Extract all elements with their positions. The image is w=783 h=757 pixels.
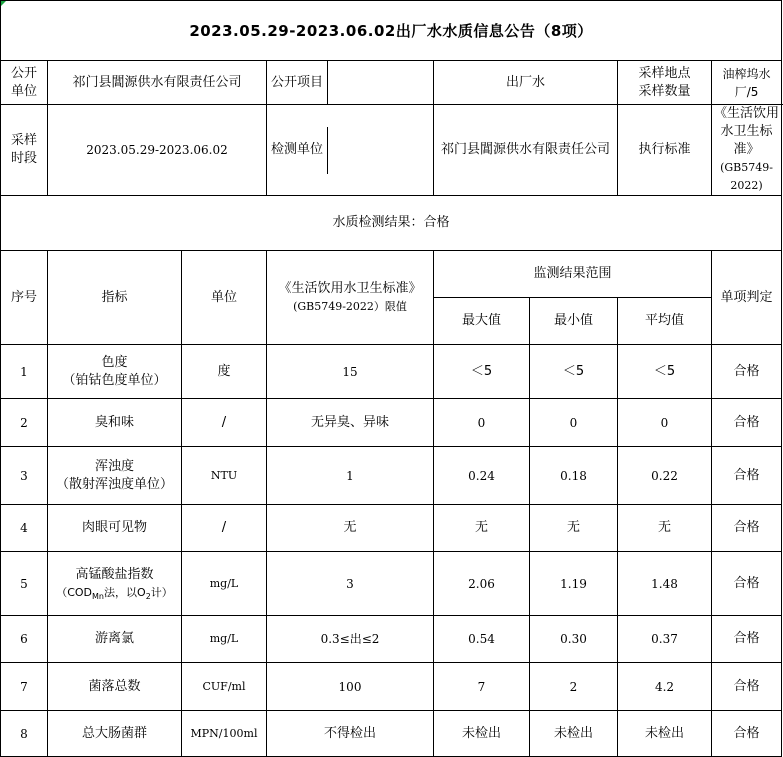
sample-label: 采样地点 采样数量 xyxy=(618,61,712,105)
row-unit: / xyxy=(182,505,267,552)
header-indicator: 指标 xyxy=(48,251,182,345)
publish-item-cell xyxy=(267,61,434,105)
table-row xyxy=(1,447,782,505)
header-judge: 单项判定 xyxy=(712,251,782,345)
row-indicator: 总大肠菌群 xyxy=(48,711,182,757)
page-title: 2023.05.29-2023.06.02出厂水水质信息公告（8项） xyxy=(1,1,782,61)
row-unit: NTU xyxy=(182,447,267,505)
table-row xyxy=(1,505,782,552)
row-avg: 1.48 xyxy=(618,552,712,616)
row-avg: 4.2 xyxy=(618,663,712,711)
row-avg: 0 xyxy=(618,399,712,447)
row-judge: 合格 xyxy=(712,711,782,757)
row-indicator: 色度 （铂钴色度单位） xyxy=(48,345,182,399)
standard-value: 《生活饮用水卫生标准》 (GB5749-2022) xyxy=(712,105,782,196)
header-avg: 平均值 xyxy=(618,298,712,345)
row-avg: 0.37 xyxy=(618,616,712,663)
row-unit: mg/L xyxy=(182,552,267,616)
row-limit: 无异臭、异味 xyxy=(267,399,434,447)
publish-unit-label: 公开 单位 xyxy=(1,61,48,105)
row-min: ＜5 xyxy=(530,345,618,399)
row-no: 3 xyxy=(1,447,48,505)
cod-note: （$COD_{Mn}$法，以$O_2$计） xyxy=(56,585,173,601)
row-no: 2 xyxy=(1,399,48,447)
table-row xyxy=(1,552,782,616)
row-max: 0 xyxy=(434,399,530,447)
row-avg: 0.22 xyxy=(618,447,712,505)
row-no: 1 xyxy=(1,345,48,399)
result-line: 水质检测结果：合格 xyxy=(1,196,782,251)
row-min: 0.30 xyxy=(530,616,618,663)
row-unit: 度 xyxy=(182,345,267,399)
row-limit: 无 xyxy=(267,505,434,552)
row-no: 6 xyxy=(1,616,48,663)
table-row xyxy=(1,711,782,757)
header-max: 最大值 xyxy=(434,298,530,345)
row-avg: 无 xyxy=(618,505,712,552)
period-value: 2023.05.29-2023.06.02 xyxy=(48,105,267,196)
table-row xyxy=(1,345,782,399)
row-max: 7 xyxy=(434,663,530,711)
row-max: ＜5 xyxy=(434,345,530,399)
row-min: 未检出 xyxy=(530,711,618,757)
row-unit: mg/L xyxy=(182,616,267,663)
row-indicator: 臭和味 xyxy=(48,399,182,447)
row-avg: ＜5 xyxy=(618,345,712,399)
table-row xyxy=(1,616,782,663)
row-indicator: 高锰酸盐指数 （$COD_{Mn}$法，以$O_2$计） xyxy=(48,552,182,616)
row-indicator: 游离氯 xyxy=(48,616,182,663)
row-no: 4 xyxy=(1,505,48,552)
publish-item-label: 公开项目 xyxy=(267,61,328,104)
row-judge: 合格 xyxy=(712,447,782,505)
table-row xyxy=(1,399,782,447)
row-unit: CUF/ml xyxy=(182,663,267,711)
row-judge: 合格 xyxy=(712,505,782,552)
row-max: 0.24 xyxy=(434,447,530,505)
header-limit: 《生活饮用水卫生标准》 (GB5749-2022）限值 xyxy=(267,251,434,345)
row-min: 无 xyxy=(530,505,618,552)
row-no: 5 xyxy=(1,552,48,616)
table-row xyxy=(1,663,782,711)
period-label: 采样 时段 xyxy=(1,105,48,196)
row-min: 1.19 xyxy=(530,552,618,616)
sample-value: 油榨坞水厂/5 xyxy=(712,61,782,105)
test-unit-label: 检测单位 xyxy=(267,127,328,174)
row-indicator: 肉眼可见物 xyxy=(48,505,182,552)
row-limit: 不得检出 xyxy=(267,711,434,757)
row-judge: 合格 xyxy=(712,345,782,399)
row-max: 未检出 xyxy=(434,711,530,757)
row-min: 0 xyxy=(530,399,618,447)
header-min: 最小值 xyxy=(530,298,618,345)
row-max: 无 xyxy=(434,505,530,552)
header-unit: 单位 xyxy=(182,251,267,345)
row-judge: 合格 xyxy=(712,616,782,663)
row-judge: 合格 xyxy=(712,552,782,616)
row-indicator: 菌落总数 xyxy=(48,663,182,711)
test-unit-value: 祁门县閶源供水有限责任公司 xyxy=(434,105,618,196)
row-limit: 3 xyxy=(267,552,434,616)
row-limit: 100 xyxy=(267,663,434,711)
row-min: 0.18 xyxy=(530,447,618,505)
row-min: 2 xyxy=(530,663,618,711)
publish-unit-value: 祁门县閶源供水有限责任公司 xyxy=(48,61,267,105)
header-no: 序号 xyxy=(1,251,48,345)
row-avg: 未检出 xyxy=(618,711,712,757)
row-max: 2.06 xyxy=(434,552,530,616)
standard-label: 执行标准 xyxy=(618,105,712,196)
row-judge: 合格 xyxy=(712,663,782,711)
row-indicator: 浑浊度 （散射浑浊度单位） xyxy=(48,447,182,505)
row-judge: 合格 xyxy=(712,399,782,447)
test-unit-cell xyxy=(267,105,434,196)
row-no: 8 xyxy=(1,711,48,757)
row-limit: 1 xyxy=(267,447,434,505)
row-max: 0.54 xyxy=(434,616,530,663)
row-unit: MPN/100ml xyxy=(182,711,267,757)
row-limit: 0.3≤出≤2 xyxy=(267,616,434,663)
header-range: 监测结果范围 xyxy=(434,251,712,298)
row-limit: 15 xyxy=(267,345,434,399)
publish-item-value: 出厂水 xyxy=(434,61,618,105)
row-no: 7 xyxy=(1,663,48,711)
row-unit: / xyxy=(182,399,267,447)
